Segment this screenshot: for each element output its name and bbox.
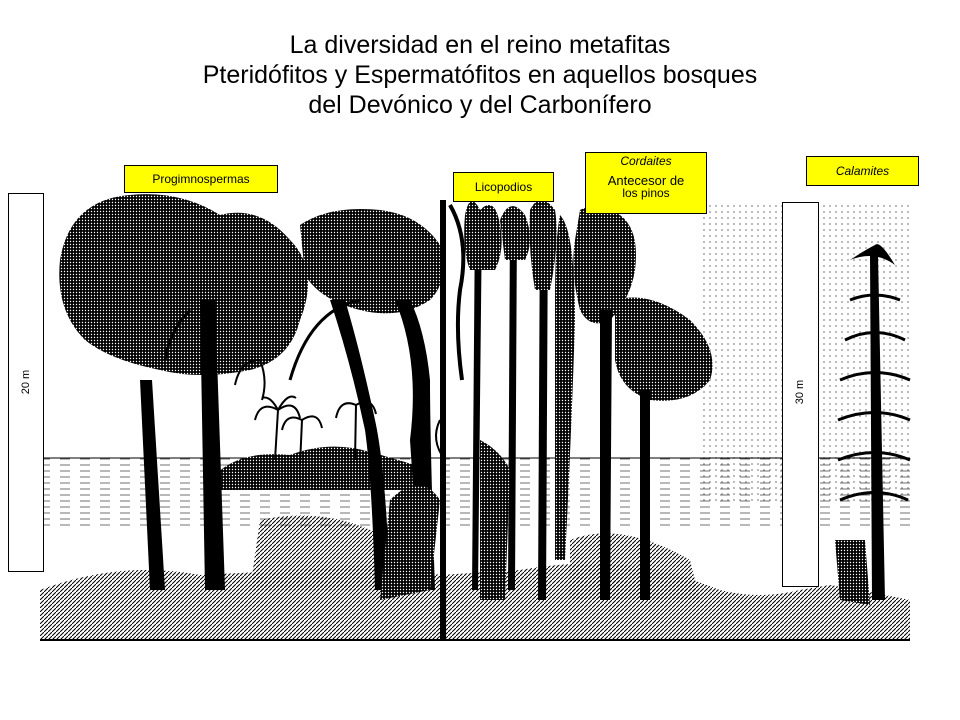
title-line-3: del Devónico y del Carbonífero <box>308 91 652 119</box>
distant-island <box>215 447 430 490</box>
label-cordaites <box>585 152 707 214</box>
title-line-1: La diversidad en el reino metafitas <box>289 31 671 59</box>
scale-label-30m: 30 m <box>794 379 806 405</box>
scale-label-20m: 20 m <box>20 369 32 395</box>
label-licopodios: Licopodios <box>453 172 554 202</box>
progymnosperm-trees <box>59 194 443 600</box>
label-cordaites-line2: Antecesor de <box>607 173 685 188</box>
label-calamites: Calamites <box>806 156 919 186</box>
label-cordaites-title: Cordaites <box>620 154 672 168</box>
cordaites-trees <box>570 206 713 600</box>
label-progimnospermas: Progimnospermas <box>124 165 278 193</box>
label-cordaites-line3: los pinos <box>622 186 670 200</box>
title-line-2: Pteridófitos y Espermatófitos en aquellos bosques <box>202 61 758 89</box>
